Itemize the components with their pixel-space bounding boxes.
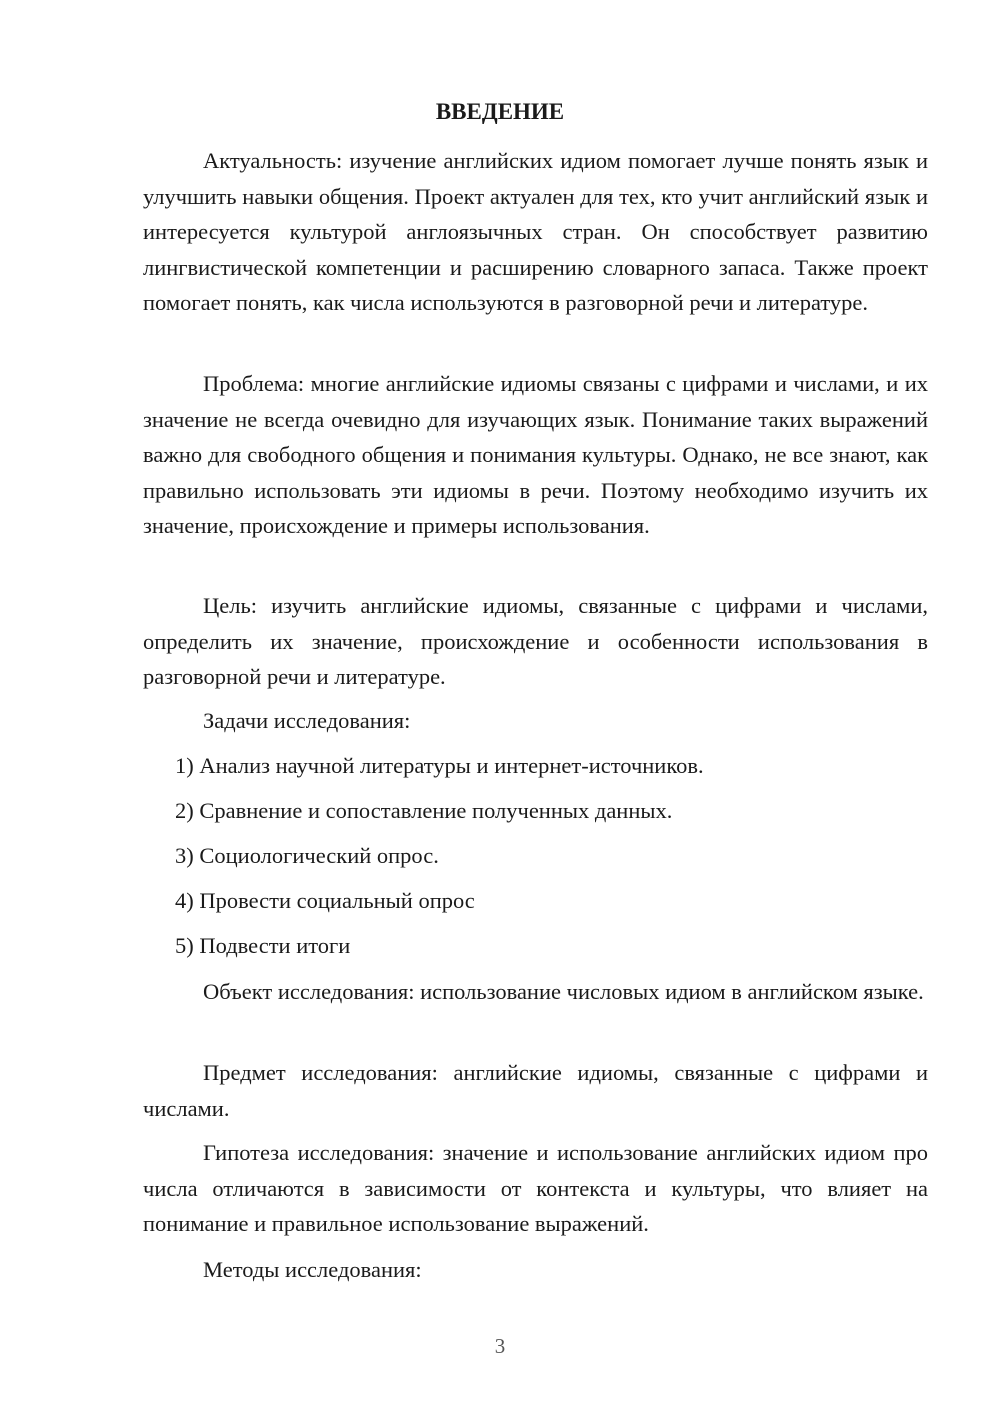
problem-paragraph: Проблема: многие английские идиомы связаны с цифрами и числами, и их значение не всегда очевидно для изучающих язык. Понимание таких выражений важно для свободного общения и понимания культуры. Однако, не все знают, как правильно использовать эти идиомы в речи. Поэтому необходимо изучить их значение, происхождение и примеры использования.: [143, 371, 928, 538]
relevance-paragraph: Актуальность: изучение английских идиом помогает лучше понять язык и улучшить навыки общения. Проект актуален для тех, кто учит английский язык и интересуется культурой англоязычных стран. Он способствует развитию лингвистической компетенции и расширению словарного запаса. Также проект помогает понять, как числа используются в разговорной речи и литературе.: [143, 148, 928, 315]
goal-paragraph: Цель: изучить английские идиомы, связанные с цифрами и числами, определить их значение, происхождение и особенности использования в разговорной речи и литературе.: [143, 593, 928, 689]
subject-paragraph: Предмет исследования: английские идиомы, связанные с цифрами и числами.: [143, 1060, 928, 1121]
task-item: 2) Сравнение и сопоставление полученных данных.: [175, 798, 673, 823]
tasks-heading: Задачи исследования:: [203, 708, 411, 733]
methods-heading: Методы исследования:: [203, 1257, 422, 1282]
task-item: 1) Анализ научной литературы и интернет-источников.: [175, 753, 704, 778]
hypothesis-paragraph: Гипотеза исследования: значение и использование английских идиом про числа отличаются в зависимости от контекста и культуры, что влияет на понимание и правильное использование выражений.: [143, 1140, 928, 1236]
task-item: 3) Социологический опрос.: [175, 843, 439, 868]
object-paragraph: Объект исследования: использование числовых идиом в английском языке.: [203, 979, 924, 1004]
task-item: 4) Провести социальный опрос: [175, 888, 475, 913]
section-heading: ВВЕДЕНИЕ: [435, 99, 565, 124]
page-number: 3: [494, 1334, 506, 1358]
task-item: 5) Подвести итоги: [175, 933, 351, 958]
